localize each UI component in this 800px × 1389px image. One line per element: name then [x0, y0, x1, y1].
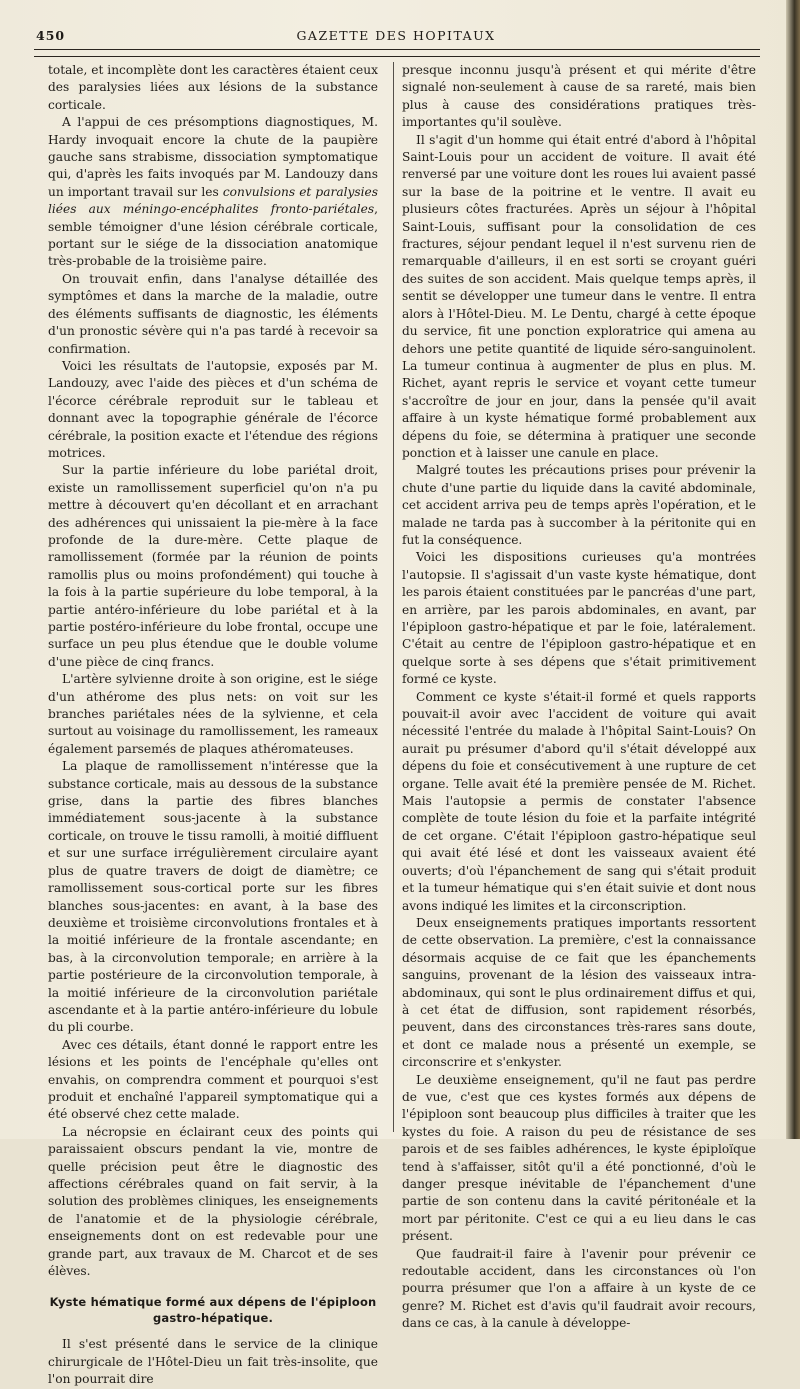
right-paragraph-5: Deux enseignements pratiques importants ressortent de cette observation. La première, c'est la connaissance désormais acquise de ce fait que les épanchements sanguins, provenant de la lésion des vaisseaux intra-abdominaux, qui sont le plus ordinairement diffus et qui, à cet état de diffusion, sont rapidement résorbés, peuvent, dans des circonstances très-rares sans doute, et dont ce malade nous a présenté un exemple, se circonscrire et s'enkyster. [402, 915, 756, 1070]
left-paragraph-4: Sur la partie inférieure du lobe pariétal droit, existe un ramollissement superficiel qu'on n'a pu mettre à découvert qu'en décollant et en arrachant des adhérences qui unissaient la pie-mère à la face profonde de la dure-mère. Cette plaque de ramollissement (formée par la réunion de points ramollis plus ou moins profondément) qui touche à la fois à la partie supérieure du lobe temporal, à la partie antéro-inférieure du lobe pariétal et à la partie postéro-inférieure du lobe frontal, occupe une surface un peu plus étendue que le double volume d'une pièce de cinq francs. [48, 463, 378, 669]
left-paragraph-1-after: , semble témoigner d'une lésion cérébrale corticale, portant sur le siége de la dissociation anatomique très-probable de la troisième paire. [48, 202, 378, 269]
right-paragraph-4: Comment ce kyste s'était-il formé et quels rapports pouvait-il avoir avec l'accident de voiture qui avait nécessité l'entrée du malade à l'hôpital Saint-Louis? On aurait pu présumer d'abord qu'il s'était développé aux dépens du foie et consécutivement à une rupture de cet organe. Telle avait été la première pensée de M. Richet. Mais l'autopsie a permis de constater l'absence complète de toute lésion du foie et la parfaite intégrité de cet organe. C'était l'épiploon gastro-hépatique seul qui avait été lésé et dont les vaisseaux avaient été ouverts; d'où l'épanchement de sang qui s'était produit et la tumeur hématique qui s'en était suivie et dont nous avons indiqué les limites et la circonscription. [402, 689, 756, 913]
right-paragraph-3: Voici les dispositions curieuses qu'a montrées l'autopsie. Il s'agissait d'un vaste kyste hématique, dont les parois étaient constituées par le pancréas d'une part, en arrière, par les parois abdominales, en avant, par l'épiploon gastro-hépatique et par le foie, latéralement. C'était au centre de l'épiploon gastro-hépatique et en quelque sorte à ses dépens que s'était primitivement formé ce kyste. [402, 550, 756, 687]
left-paragraph-7: Avec ces détails, étant donné le rapport entre les lésions et les points de l'encéphale qu'elles ont envahis, on comprendra comment et pourquoi s'est produit et enchaîné l'appareil symptomatique qui a été observé chez cette malade. [48, 1037, 378, 1122]
left-paragraph-1 [48, 114, 378, 271]
right-paragraph-7: Que faudrait-il faire à l'avenir pour prévenir ce redoutable accident, dans les circonstances où l'on pourra présumer que l'on a affaire à un kyste de ce genre? M. Richet est d'avis qu'il faudrait avoir recours, dans ce cas, à la canule à développe- [402, 1246, 756, 1331]
header-rule-top [34, 49, 760, 50]
right-paragraph-2: Malgré toutes les précautions prises pour prévenir la chute d'une partie du liquide dans la cavité abdominale, cet accident arriva peu de temps après l'opération, et le malade ne tarda pas à succomber à la péritonite qui en fut la conséquence. [402, 463, 756, 547]
left-paragraph-6: La plaque de ramollissement n'intéresse que la substance corticale, mais au dessous de la substance grise, dans la partie des fibres blanches immédiatement sous-jacente à la substance corticale, on trouve le tissu ramolli, à moitié diffluent et sur une surface irrégulièrement circulaire ayant plus de quatre travers de doigt de diamètre; ce ramollissement sous-cortical porte sur les fibres blanches sous-jacentes: en avant, à la base des deuxième et troisième circonvolutions frontales et à la moitié inférieure de la frontale ascendante; en bas, à la circonvolution temporale; en arrière à la partie postérieure de la circonvolution temporale, à la moitié inférieure de la circonvolution pariétale ascendante et à la partie antéro-inférieure du lobule du pli courbe. [48, 759, 378, 1035]
page-binding-edge [786, 0, 800, 1139]
header-rule-bottom [34, 56, 760, 57]
left-paragraph-5: L'artère sylvienne droite à son origine, est le siége d'un athérome des plus nets: on voit sur les branches pariétales nées de la sylvienne, et cela surtout au voisinage du ramollissement, les rameaux également parsemés de plaques athéromateuses. [48, 672, 378, 756]
page-number: 450 [36, 28, 66, 43]
right-paragraph-0: presque inconnu jusqu'à présent et qui mérite d'être signalé non-seulement à cause de sa rareté, mais bien plus à cause des considérations pratiques très-importantes qu'il soulève. [402, 63, 756, 130]
left-paragraph-0: totale, et incomplète dont les caractères étaient ceux des paralysies liées aux lésions de la substance corticale. [48, 63, 378, 112]
right-paragraph-1: Il s'agit d'un homme qui était entré d'abord à l'hôpital Saint-Louis pour un accident de voiture. Il avait été renversé par une voiture dont les roues lui avaient passé sur la base de la poitrine et le ventre. Il avait eu plusieurs côtes fracturées. Après un séjour à l'hôpital Saint-Louis, suffisant pour la consolidation de ces fractures, séjour pendant lequel il n'est survenu rien de remarquable d'ailleurs, il en est sorti se croyant guéri des suites de son accident. Mais quelque temps après, il sentit se développer une tumeur dans le ventre. Il entra alors à l'Hôtel-Dieu. M. Le Dentu, chargé à cette époque du service, fit une ponction exploratrice qui amena au dehors une petite quantité de liquide séro-sanguinolent. La tumeur continua à augmenter de plus en plus. M. Richet, ayant repris le service et voyant cette tumeur s'accroître de jour en jour, dans la pensée qu'il avait affaire à un kyste hématique formé probablement aux dépens du foie, se détermina à pratiquer une seconde ponction et à laisser une canule en place. [402, 132, 756, 460]
left-paragraph-3: Voici les résultats de l'autopsie, exposés par M. Landouzy, avec l'aide des pièces et d'un schéma de l'écorce cérébrale reproduit sur le tableau et donnant avec la topographie générale de l'écorce cérébrale, la position exacte et l'étendue des régions motrices. [48, 358, 378, 460]
right-paragraph-6: Le deuxième enseignement, qu'il ne faut pas perdre de vue, c'est que ces kystes formés aux dépens de l'épiploon sont beaucoup plus difficiles à traiter que les kystes du foie. A raison du peu de résistance de ses parois et de ses faibles adhérences, le kyste épiploïque tend à s'affaisser, sitôt qu'il a été ponctionné, d'où le danger presque inévitable de l'épanchement d'une partie de son contenu dans la cavité péritonéale et la mort par péritonite. C'est ce qui a eu lieu dans le cas présent. [402, 1072, 756, 1244]
left-paragraph-1-text: A l'appui de ces présomptions diagnostiques, M. Hardy invoquait encore la chute de la paupière gauche sans strabisme, dissociation symptomatique qui, d'après les faits invoqués par M. Landouzy dans un important travail sur les [48, 115, 378, 199]
section-heading: Kyste hématique formé aux dépens de l'épiploon gastro-hépatique. [49, 1295, 377, 1326]
page-header [36, 28, 756, 48]
left-column [48, 62, 378, 1389]
right-column [402, 62, 756, 1333]
column-divider [393, 62, 394, 1132]
left-paragraph-2: On trouvait enfin, dans l'analyse détaillée des symptômes et dans la marche de la maladie, outre des éléments suffisants de diagnostic, les éléments d'un pronostic sévère qui n'a pas tardé à recevoir sa confirmation. [48, 271, 378, 356]
left-paragraph-1-emphasis: convulsions et paralysies liées aux méningo-encéphalites fronto-pariétales [48, 184, 378, 217]
journal-title: GAZETTE DES HOPITAUX [296, 28, 496, 43]
left-closing-paragraph: Il s'est présenté dans le service de la clinique chirurgicale de l'Hôtel-Dieu un fait très-insolite, que l'on pourrait dire [48, 1337, 378, 1387]
left-paragraph-8: La nécropsie en éclairant ceux des points qui paraissaient obscurs pendant la vie, montre de quelle précision peut être le diagnostic des affections cérébrales quand on fait servir, à la solution des problèmes cliniques, les enseignements de l'anatomie et de la physiologie cérébrale, enseignements dont on est redevable pour une grande part, aux travaux de M. Charcot et de ses élèves. [48, 1124, 378, 1279]
